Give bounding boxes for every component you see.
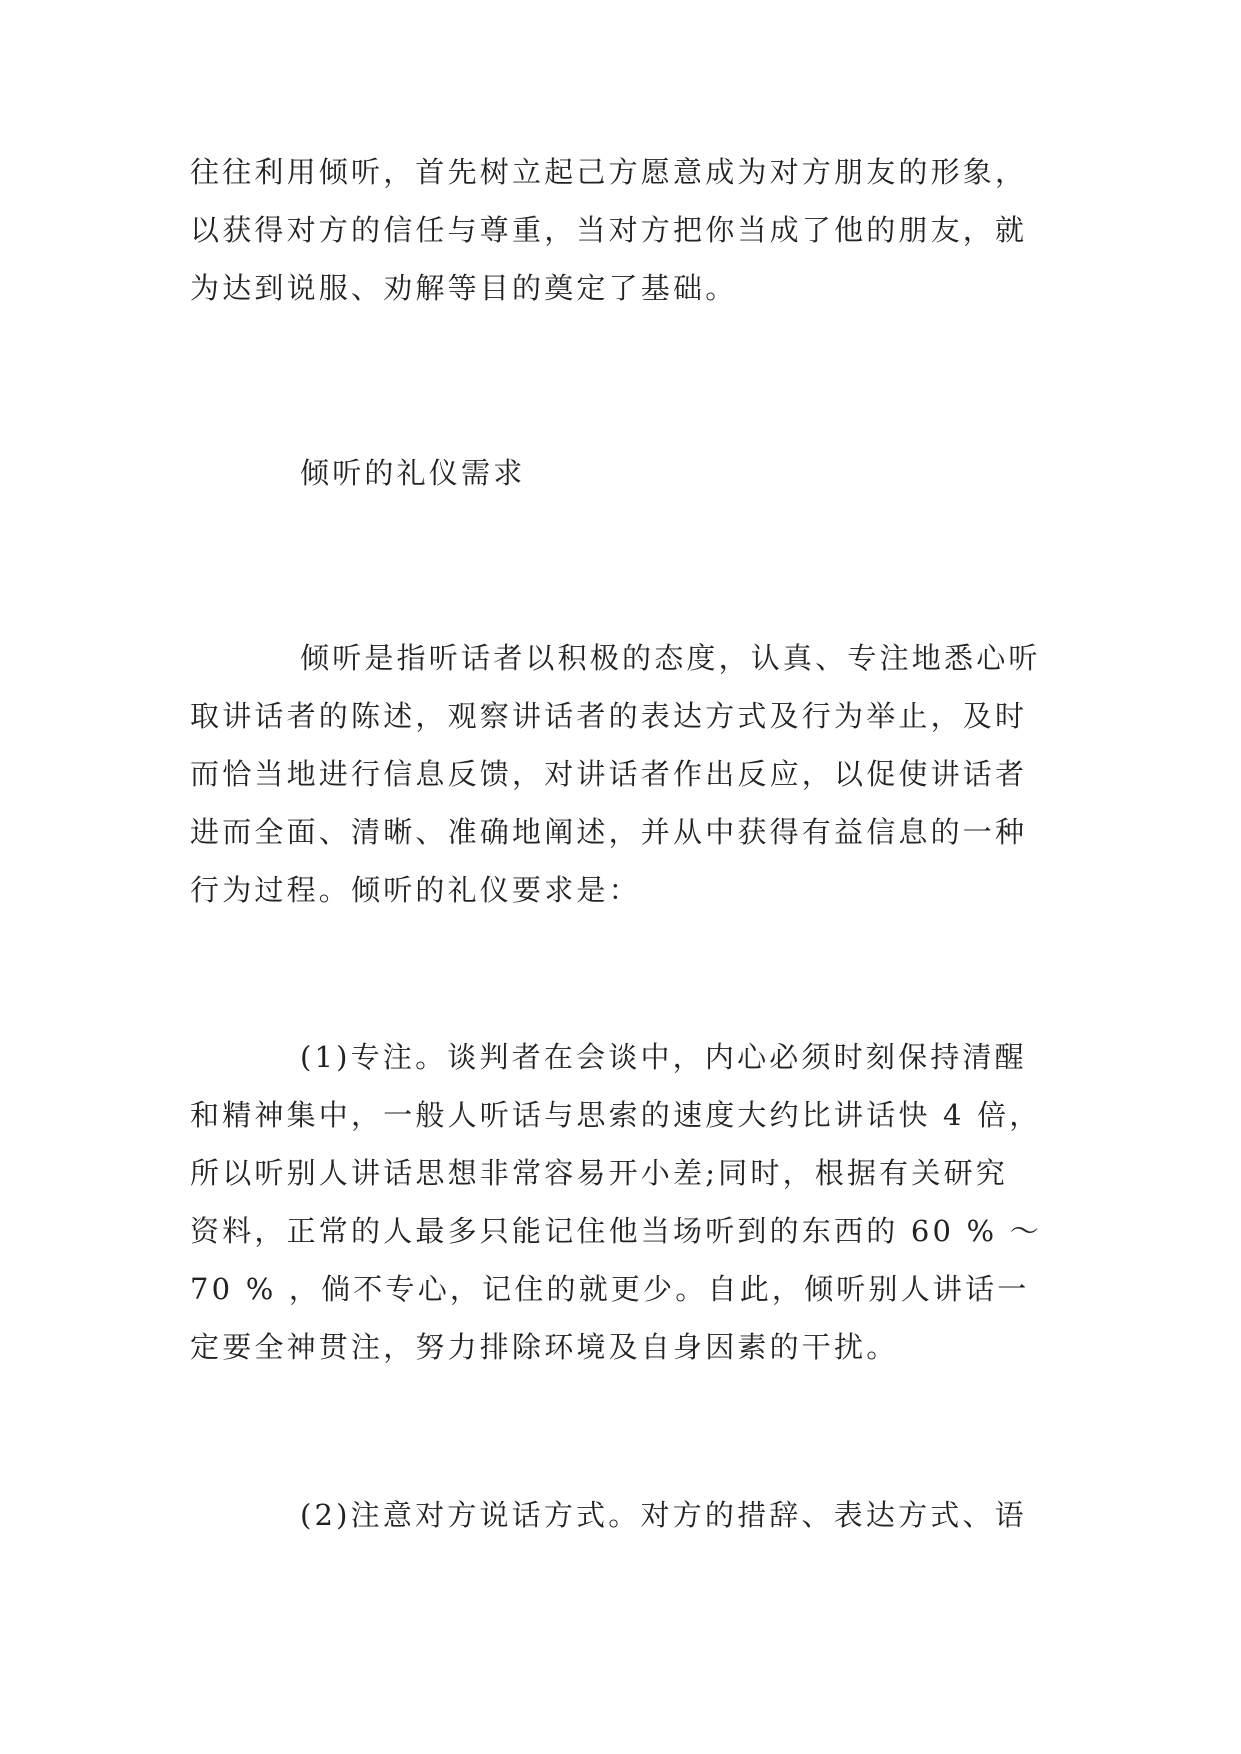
text-line: (1)专注。谈判者在会谈中，内心必须时刻保持清醒 — [300, 1040, 1027, 1074]
text-line: 定要全神贯注，努力排除环境及自身因素的干扰。 — [190, 1330, 899, 1364]
text-line: 取讲话者的陈述，观察讲话者的表达方式及行为举止，及时 — [190, 699, 1028, 733]
text-line: 70 % ，倘不专心，记住的就更少。自此，倾听别人讲话一 — [190, 1272, 1030, 1306]
text-line: 行为过程。倾听的礼仪要求是： — [190, 873, 641, 907]
text-line: 和精神集中，一般人听话与思索的速度大约比讲话快 4 倍， — [190, 1098, 1042, 1132]
text-line: 资料，正常的人最多只能记住他当场听到的东西的 60 % ～ — [190, 1214, 1042, 1248]
text-line: 为达到说服、劝解等目的奠定了基础。 — [190, 271, 738, 305]
text-line: (2)注意对方说话方式。对方的措辞、表达方式、语 — [300, 1498, 1027, 1532]
text-line: 所以听别人讲话思想非常容易开小差;同时，根据有关研究 — [190, 1156, 1008, 1190]
text-line: 倾听是指听话者以积极的态度，认真、专注地悉心听 — [300, 641, 1041, 675]
section-heading: 倾听的礼仪需求 — [300, 456, 526, 490]
text-line: 以获得对方的信任与尊重，当对方把你当成了他的朋友，就 — [190, 213, 1028, 247]
text-line: 进而全面、清晰、准确地阐述，并从中获得有益信息的一种 — [190, 815, 1028, 849]
text-line: 往往利用倾听，首先树立起己方愿意成为对方朋友的形象， — [190, 155, 1028, 189]
text-line: 而恰当地进行信息反馈，对讲话者作出反应，以促使讲话者 — [190, 757, 1028, 791]
